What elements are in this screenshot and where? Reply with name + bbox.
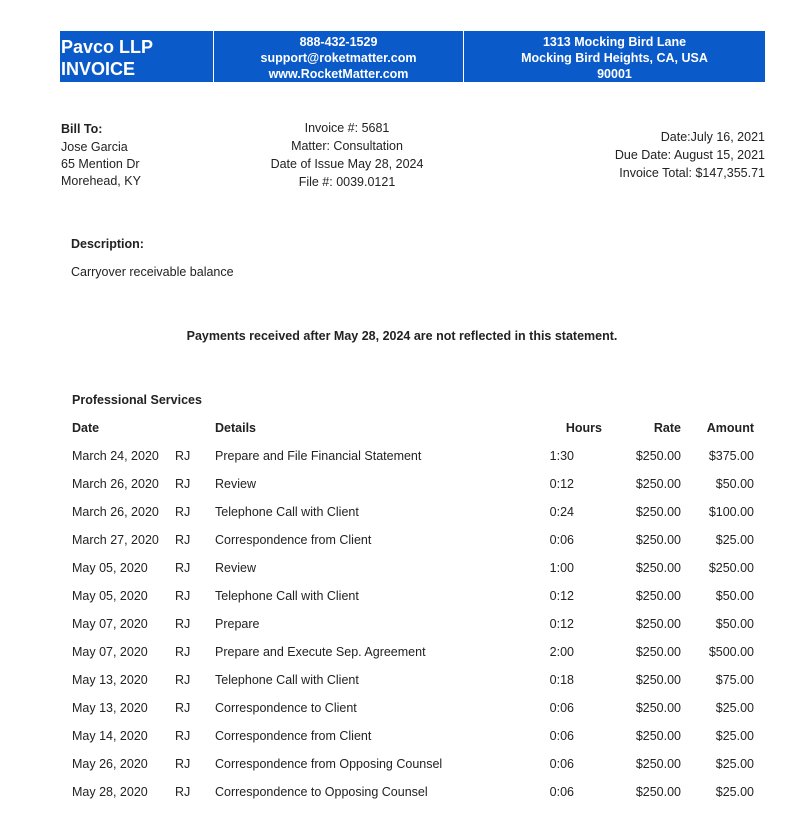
table-row: [0, 533, 804, 561]
row-date: May 05, 2020: [72, 589, 148, 603]
row-amount: $50.00: [715, 617, 754, 631]
firm-address: [464, 31, 765, 82]
row-hours: 0:18: [549, 673, 574, 687]
bill-to: [61, 121, 141, 190]
address-line-2: Mocking Bird Heights, CA, USA: [521, 51, 708, 65]
firm-name: Pavco LLP: [61, 37, 154, 57]
row-date: May 14, 2020: [72, 729, 148, 743]
row-amount: $25.00: [715, 757, 754, 771]
row-rate: $250.00: [635, 505, 681, 519]
column-header-rate: Rate: [653, 421, 681, 435]
bill-to-label: Bill To:: [61, 122, 103, 136]
due-date: Due Date: August 15, 2021: [614, 148, 765, 162]
row-date: May 26, 2020: [72, 757, 148, 771]
description-text: Carryover receivable balance: [71, 265, 234, 279]
row-details: Review: [215, 477, 256, 491]
invoice-dates: [615, 128, 765, 182]
invoice-date: Date:July 16, 2021: [660, 130, 765, 144]
row-amount: $25.00: [715, 533, 754, 547]
row-initials: RJ: [175, 673, 191, 687]
matter: Matter: Consultation: [291, 139, 403, 153]
table-row: [0, 617, 804, 645]
row-date: March 24, 2020: [72, 449, 159, 463]
row-hours: 0:06: [549, 533, 574, 547]
row-date: May 13, 2020: [72, 673, 148, 687]
row-initials: RJ: [175, 505, 191, 519]
table-row: [0, 729, 804, 757]
row-initials: RJ: [175, 477, 191, 491]
row-hours: 0:06: [549, 729, 574, 743]
address-line-1: 1313 Mocking Bird Lane: [542, 35, 687, 49]
row-details: Telephone Call with Client: [215, 673, 359, 687]
row-initials: RJ: [175, 701, 191, 715]
row-date: March 26, 2020: [72, 505, 159, 519]
row-rate: $250.00: [635, 701, 681, 715]
row-details: Correspondence from Opposing Counsel: [215, 757, 443, 771]
invoice-total: Invoice Total: $147,355.71: [619, 166, 765, 180]
column-header-amount: Amount: [706, 421, 754, 435]
row-details: Correspondence to Client: [215, 701, 357, 715]
payment-notice: Payments received after May 28, 2024 are not reflected in this statement.: [186, 329, 618, 343]
table-row: [0, 673, 804, 701]
row-amount: $100.00: [708, 505, 754, 519]
row-rate: $250.00: [635, 589, 681, 603]
file-number: File #: 0039.0121: [298, 175, 396, 189]
row-details: Prepare and File Financial Statement: [215, 449, 422, 463]
client-street: 65 Mention Dr: [61, 157, 140, 171]
table-row: [0, 757, 804, 785]
firm-contact: [214, 31, 464, 82]
row-details: Correspondence to Opposing Counsel: [215, 785, 428, 799]
row-rate: $250.00: [635, 561, 681, 575]
column-header-details: Details: [215, 421, 256, 435]
row-details: Correspondence from Client: [215, 533, 372, 547]
row-hours: 0:12: [549, 617, 574, 631]
address-line-3: 90001: [597, 67, 632, 81]
row-hours: 1:30: [549, 449, 574, 463]
row-hours: 0:06: [549, 701, 574, 715]
row-amount: $25.00: [715, 785, 754, 799]
row-amount: $75.00: [715, 673, 754, 687]
row-initials: RJ: [175, 449, 191, 463]
row-date: May 07, 2020: [72, 645, 148, 659]
firm-email: support@roketmatter.com: [260, 51, 417, 65]
row-amount: $25.00: [715, 701, 754, 715]
row-amount: $250.00: [708, 561, 754, 575]
row-initials: RJ: [175, 617, 191, 631]
row-hours: 1:00: [549, 561, 574, 575]
row-amount: $50.00: [715, 589, 754, 603]
column-header-date: Date: [72, 421, 100, 435]
row-rate: $250.00: [635, 617, 681, 631]
document-type: INVOICE: [61, 59, 136, 79]
row-rate: $250.00: [635, 477, 681, 491]
table-row: [0, 561, 804, 589]
row-rate: $250.00: [635, 757, 681, 771]
row-hours: 0:24: [549, 505, 574, 519]
row-rate: $250.00: [635, 449, 681, 463]
firm-website: www.RocketMatter.com: [268, 67, 409, 81]
table-row: [0, 589, 804, 617]
row-details: Prepare and Execute Sep. Agreement: [215, 645, 426, 659]
row-date: March 27, 2020: [72, 533, 159, 547]
row-rate: $250.00: [635, 729, 681, 743]
row-amount: $500.00: [708, 645, 754, 659]
invoice-header: [60, 31, 765, 82]
row-rate: $250.00: [635, 645, 681, 659]
row-hours: 0:06: [549, 785, 574, 799]
table-row: [0, 477, 804, 505]
row-date: May 07, 2020: [72, 617, 148, 631]
firm-phone: 888-432-1529: [299, 35, 378, 49]
row-initials: RJ: [175, 757, 191, 771]
client-city: Morehead, KY: [61, 174, 141, 188]
row-rate: $250.00: [635, 533, 681, 547]
table-row: [0, 701, 804, 729]
row-details: Review: [215, 561, 256, 575]
table-row: [0, 645, 804, 673]
row-amount: $50.00: [715, 477, 754, 491]
row-hours: 0:06: [549, 757, 574, 771]
services-title: Professional Services: [72, 393, 202, 407]
row-initials: RJ: [175, 729, 191, 743]
row-date: May 13, 2020: [72, 701, 148, 715]
column-header-hours: Hours: [565, 421, 602, 435]
description-label: Description:: [71, 237, 144, 251]
row-details: Prepare: [215, 617, 260, 631]
invoice-number: Invoice #: 5681: [304, 121, 390, 135]
table-row: [0, 505, 804, 533]
row-date: March 26, 2020: [72, 477, 159, 491]
row-details: Telephone Call with Client: [215, 505, 359, 519]
row-hours: 2:00: [549, 645, 574, 659]
firm-brand: [60, 31, 214, 82]
row-initials: RJ: [175, 561, 191, 575]
row-initials: RJ: [175, 645, 191, 659]
row-initials: RJ: [175, 589, 191, 603]
row-amount: $25.00: [715, 729, 754, 743]
row-rate: $250.00: [635, 673, 681, 687]
row-details: Correspondence from Client: [215, 729, 372, 743]
row-initials: RJ: [175, 785, 191, 799]
client-name: Jose Garcia: [61, 140, 128, 154]
row-date: May 05, 2020: [72, 561, 148, 575]
row-rate: $250.00: [635, 785, 681, 799]
row-date: May 28, 2020: [72, 785, 148, 799]
row-hours: 0:12: [549, 589, 574, 603]
row-amount: $375.00: [708, 449, 754, 463]
invoice-info: [237, 119, 457, 191]
row-hours: 0:12: [549, 477, 574, 491]
row-initials: RJ: [175, 533, 191, 547]
issue-date: Date of Issue May 28, 2024: [270, 157, 424, 171]
row-details: Telephone Call with Client: [215, 589, 359, 603]
table-row: [0, 449, 804, 477]
